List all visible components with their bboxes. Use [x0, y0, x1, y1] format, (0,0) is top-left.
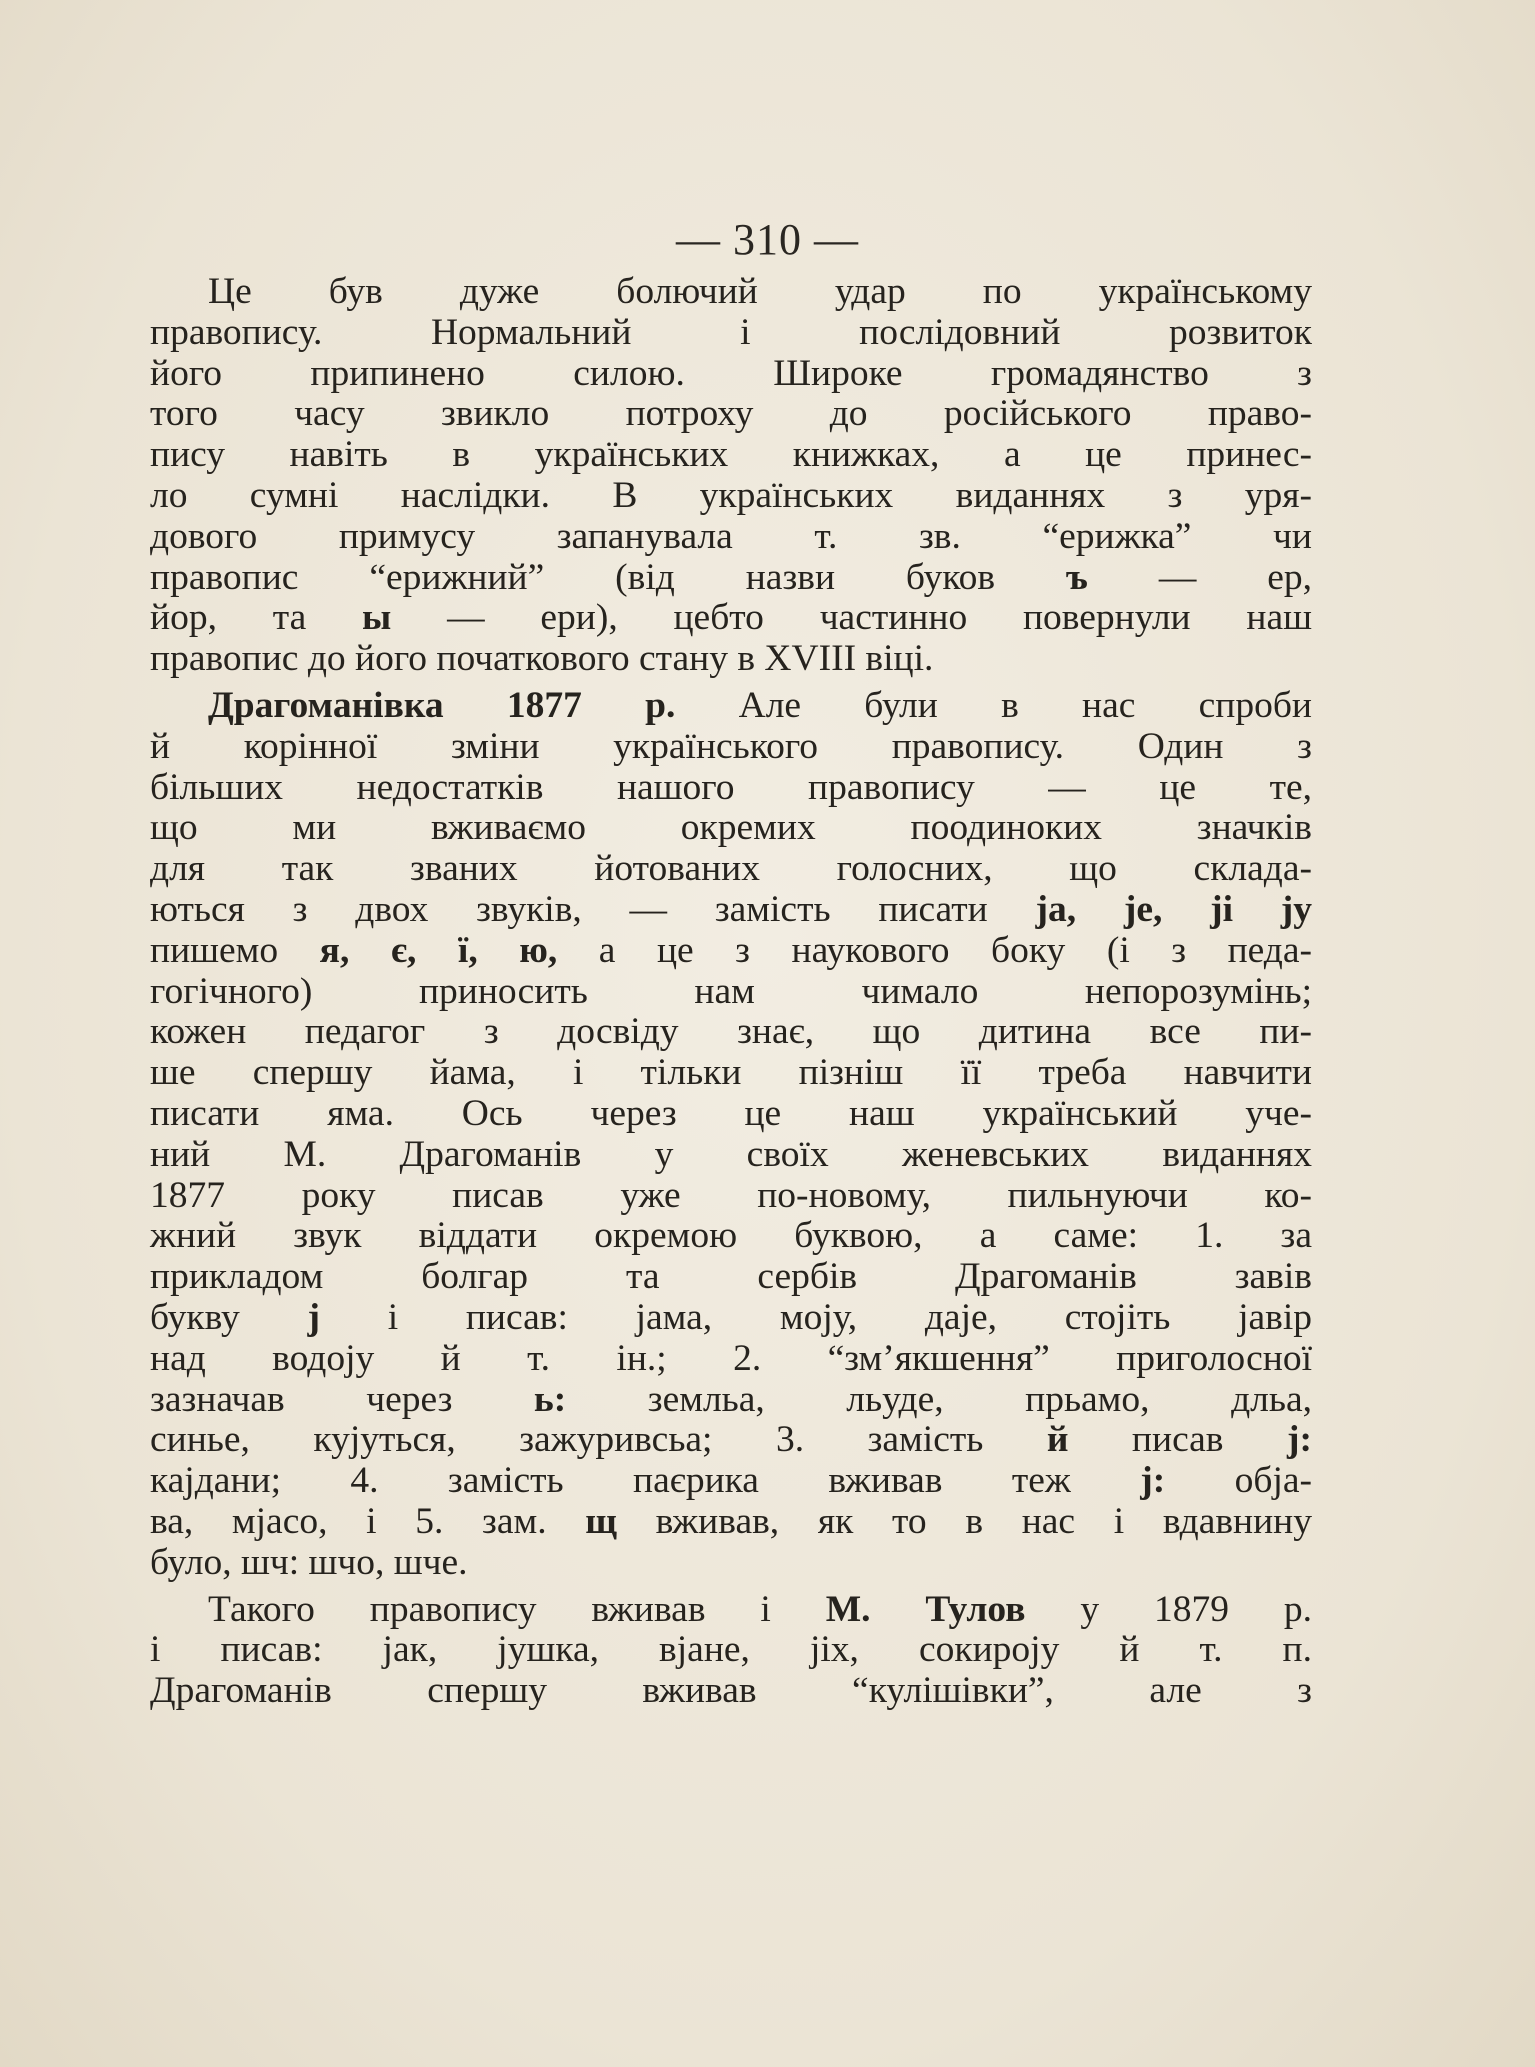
text-line: писати яма. Ось через це наш український уче-: [150, 1092, 1312, 1134]
text-line: того часу звикло потроху до російського право-: [150, 393, 1312, 435]
text-line: синье, кујуться, зажуривсьа; 3. замість й писав j:: [150, 1419, 1312, 1461]
text-line: було, шч: шчо, шче.: [150, 1541, 468, 1583]
text-line: ло сумні наслідки. В українських виданнях з уря-: [150, 474, 1312, 516]
text-line: ва, мјасо, і 5. зам. щ вживав, як то в нас і вдавнину: [150, 1500, 1313, 1542]
text-line: Драгоманівка 1877 р. Але були в нас спроби: [208, 684, 1313, 726]
text-line: більших недостатків нашого правопису — це те,: [150, 766, 1312, 808]
text-line: букву j і писав: јама, моју, даје, стоjiть јавір: [150, 1296, 1313, 1338]
paragraph-3: [150, 1590, 1312, 1712]
text-line: що ми вживаємо окремих поодиноких значків: [150, 807, 1312, 849]
section-heading: Драгоманівка 1877 р.: [208, 684, 676, 726]
text-line: кајдани; 4. замість паєрика вживав теж j: обја-: [150, 1460, 1312, 1502]
text-line: ше спершу йама, і тільки пізніш її треба навчити: [150, 1052, 1312, 1094]
text-line: пишемо я, є, ї, ю, а це з наукового боку (і з педа-: [150, 929, 1313, 971]
body-text: [150, 272, 1312, 1712]
text-line: і писав: јак, јушка, вјане, jiх, сокироју й т. п.: [150, 1629, 1312, 1671]
text-line: ний М. Драгоманів у своїх женевських виданнях: [150, 1133, 1312, 1175]
text-line: пису навіть в українських книжках, а це принес-: [150, 434, 1312, 476]
paragraph-2: [150, 686, 1312, 1584]
text-line: Драгоманів спершу вживав “кулішівки”, але з: [150, 1670, 1312, 1712]
text-line: ються з двох звуків, — замість писати ja, je, ji ју: [150, 888, 1312, 930]
paragraph-1: [150, 272, 1312, 680]
text-line: 1877 року писав уже по-новому, пильнуючи ко-: [150, 1174, 1312, 1216]
text-line: кожен педагог з досвіду знає, що дитина все пи-: [150, 1011, 1312, 1053]
text-line: гогічного) приносить нам чимало непорозумінь;: [150, 970, 1312, 1012]
text-line: йор, та ы — ери), цебто частинно повернули наш: [150, 597, 1313, 639]
text-line: зазначав через ь: земльа, льуде, прьамо, дльа,: [150, 1378, 1312, 1420]
page-number: — 310 —: [676, 215, 859, 264]
text-line: правопис “ерижний” (від назви буков ъ — ер,: [150, 556, 1312, 598]
text-line: правопис до його початкового стану в XVIII віці.: [150, 638, 934, 680]
text-line: Такого правопису вживав і М. Тулов у 1879 р.: [208, 1588, 1312, 1630]
text-line: правопису. Нормальний і послідовний розвиток: [150, 311, 1312, 353]
text-line: Це був дуже болючий удар по українському: [208, 271, 1312, 312]
text-line: над водоју й т. ін.; 2. “зм’якшення” приголосної: [150, 1337, 1312, 1379]
text-line: його припинено силою. Широке громадянство з: [150, 352, 1312, 394]
text-line: дового примусу запанувала т. зв. “ерижка” чи: [150, 515, 1312, 557]
text-line: й корінної зміни українського правопису. Один з: [150, 725, 1312, 767]
text-line: жний звук віддати окремою буквою, а саме: 1. за: [150, 1215, 1312, 1257]
text-line: прикладом болгар та сербів Драгоманів завів: [150, 1256, 1312, 1298]
text-line: для так званих йотованих голосних, що склада-: [150, 848, 1312, 890]
